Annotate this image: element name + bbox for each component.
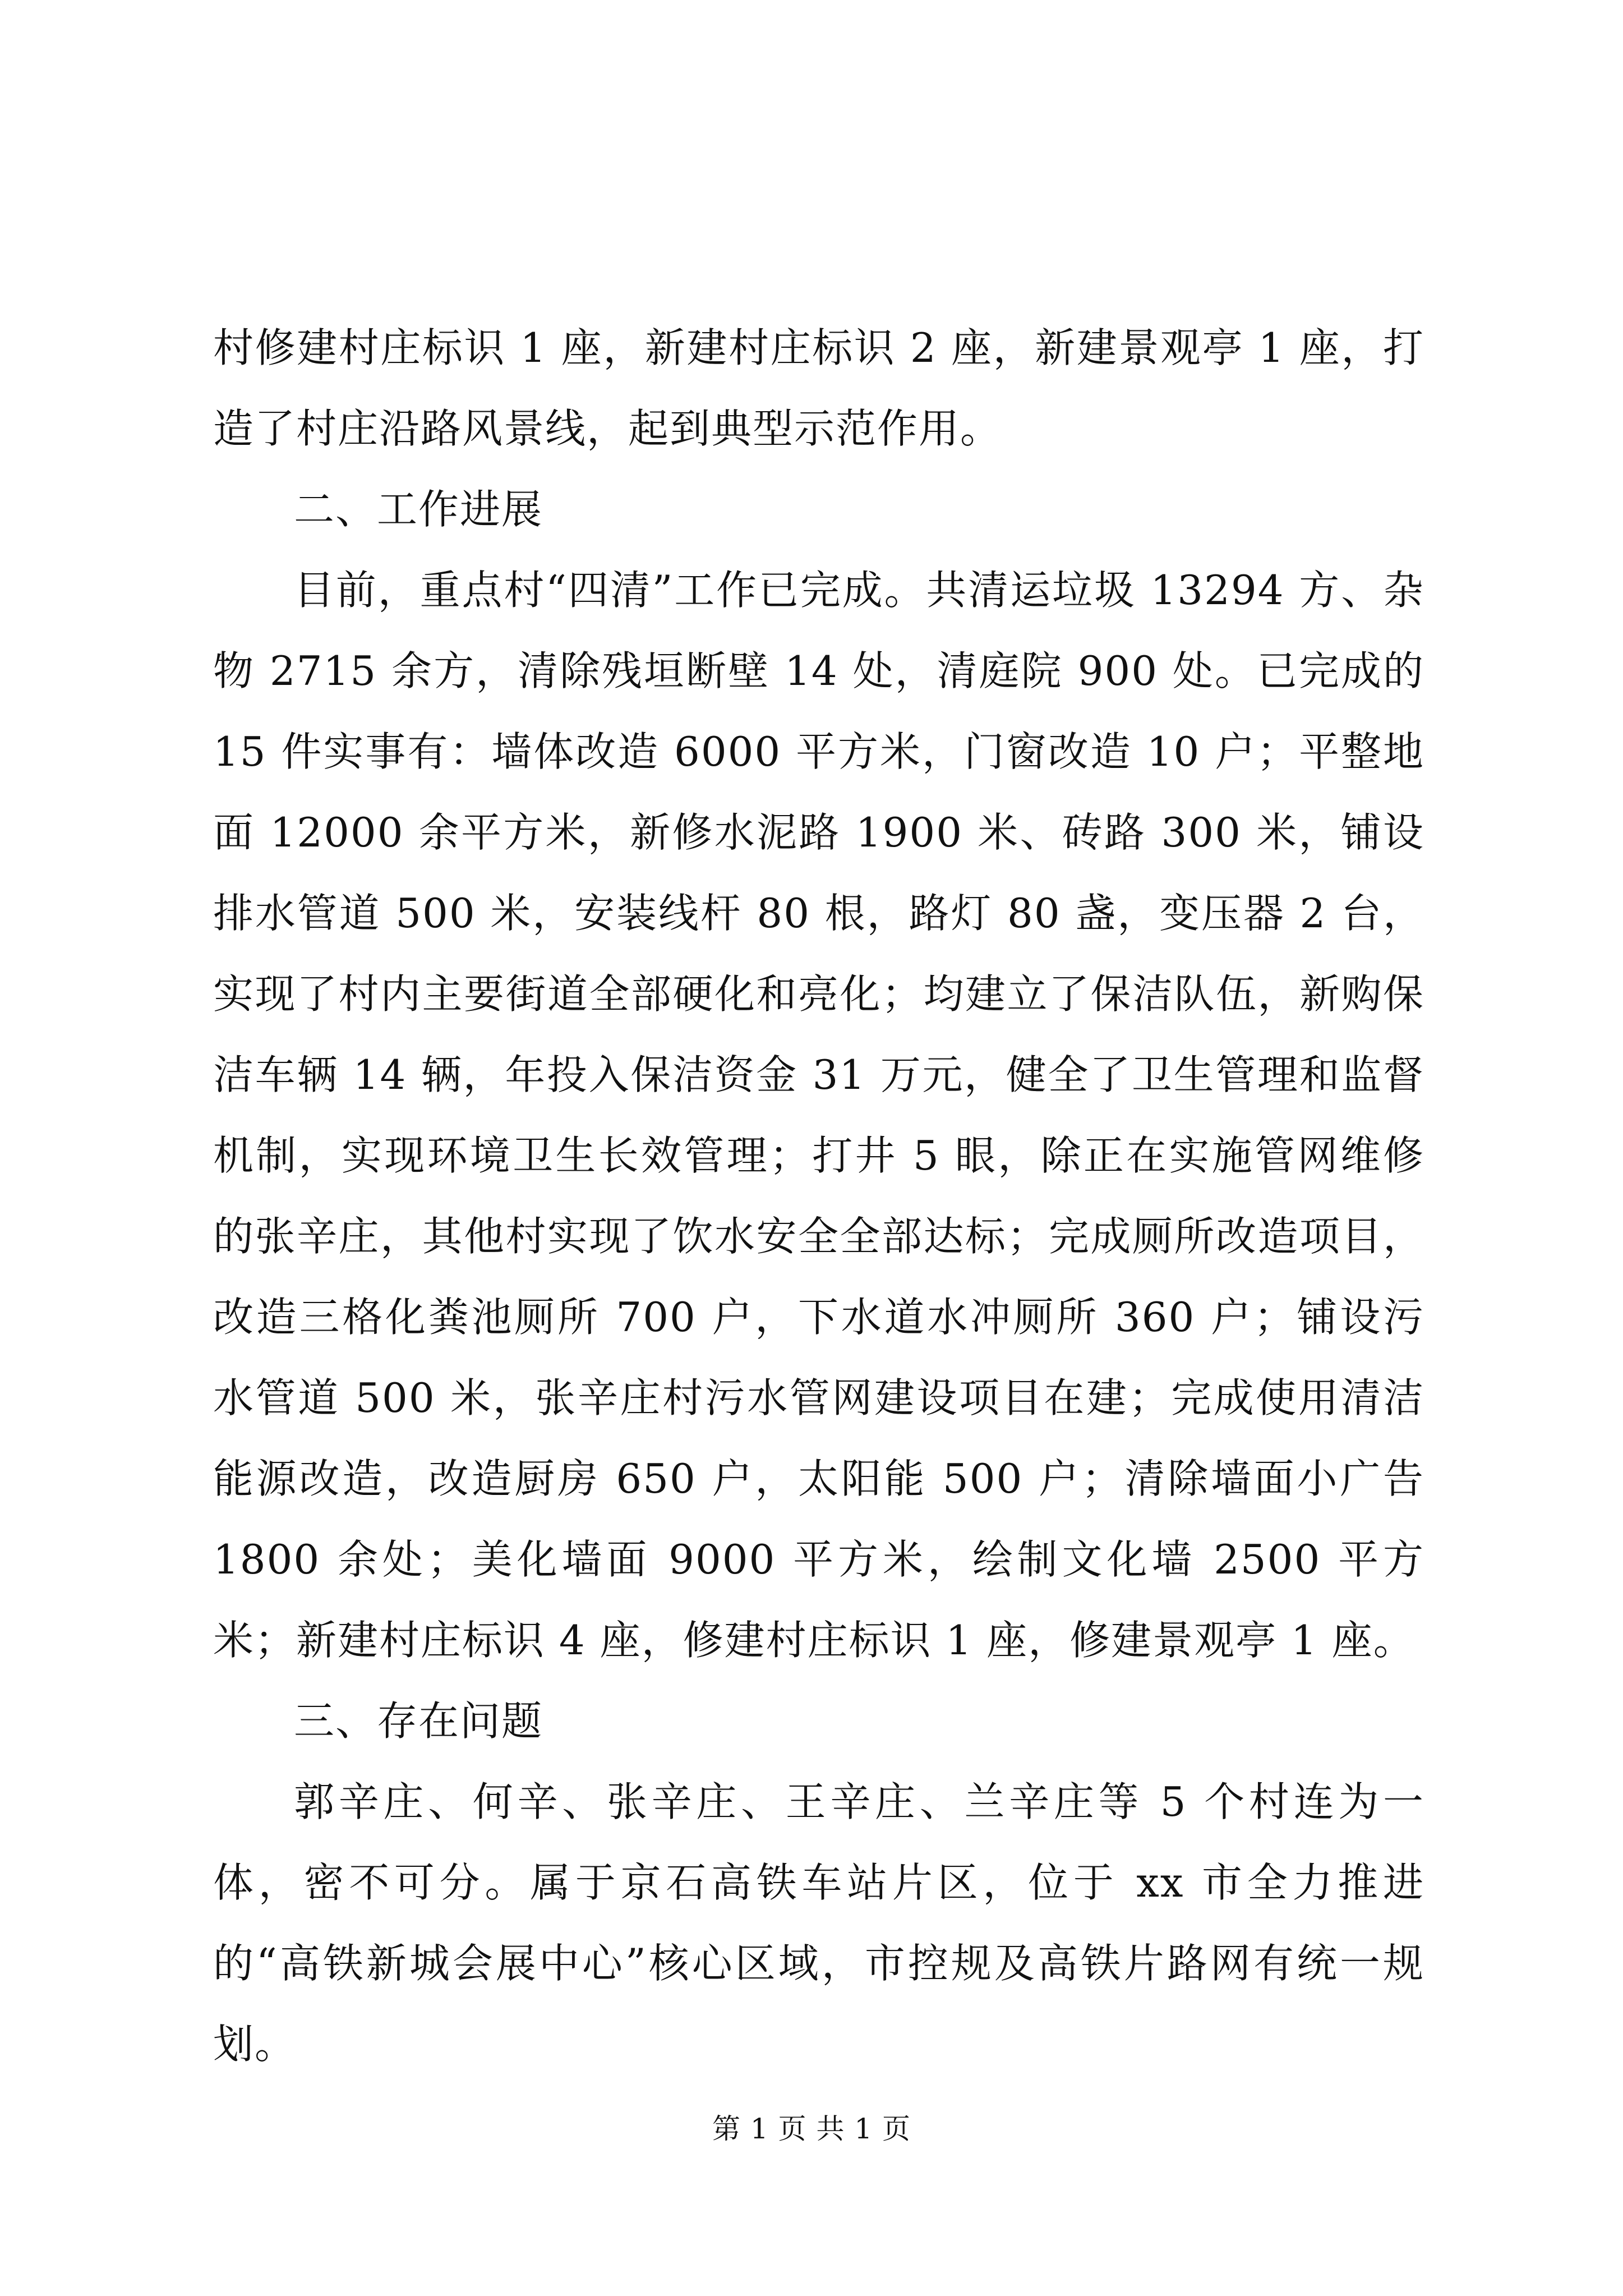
paragraph-continuation: 村修建村庄标识 1 座，新建村庄标识 2 座，新建景观亭 1 座，打造了村庄沿路风景线，起到典型示范作用。 [213,324,1424,452]
document-body [213,307,1424,2085]
section-heading-issues: 三、存在问题 [294,1697,543,1745]
paragraph-progress: 目前，重点村“四清”工作已完成。共清运垃圾 13294 方、杂物 2715 余方，清除残垣断壁 14 处，清庭院 900 处。已完成的 15 件实事有：墙体改造 6000 平方米，门窗改造 10 户；平整地面 12000 余平方米，新修水泥路 1900 米、砖路 300 米，铺设排水管道 500 米，安装线杆 80 根，路灯 80 盏，变压器 2 台，实现了村内主要街道全部硬化和亮化；均建立了保洁队伍，新购保洁车辆 14 辆，年投入保洁资金 31 万元，健全了卫生管理和监督机制，实现环境卫生长效管理；打井 5 眼，除正在实施管网维修的张辛庄，其他村实现了饮水安全全部达标；完成厕所改造项目，改造三格化粪池厕所 700 户，下水道水冲厕所 360 户；铺设污水管道 500 米，张辛庄村污水管网建设项目在建；完成使用清洁能源改造，改造厨房 650 户，太阳能 500 户；清除墙面小广告 1800 余处；美化墙面 9000 平方米，绘制文化墙 2500 平方米；新建村庄标识 4 座，修建村庄标识 1 座，修建景观亭 1 座。 [213,567,1424,1664]
paragraph-issues: 郭辛庄、何辛、张辛庄、王辛庄、兰辛庄等 5 个村连为一体，密不可分。属于京石高铁车站片区，位于 xx 市全力推进的“高铁新城会展中心”核心区域，市控规及高铁片路网有统一规划。 [213,1778,1424,2068]
page-footer: 第 1 页 共 1 页 [712,2113,911,2145]
section-heading-progress: 二、工作进展 [294,486,543,533]
